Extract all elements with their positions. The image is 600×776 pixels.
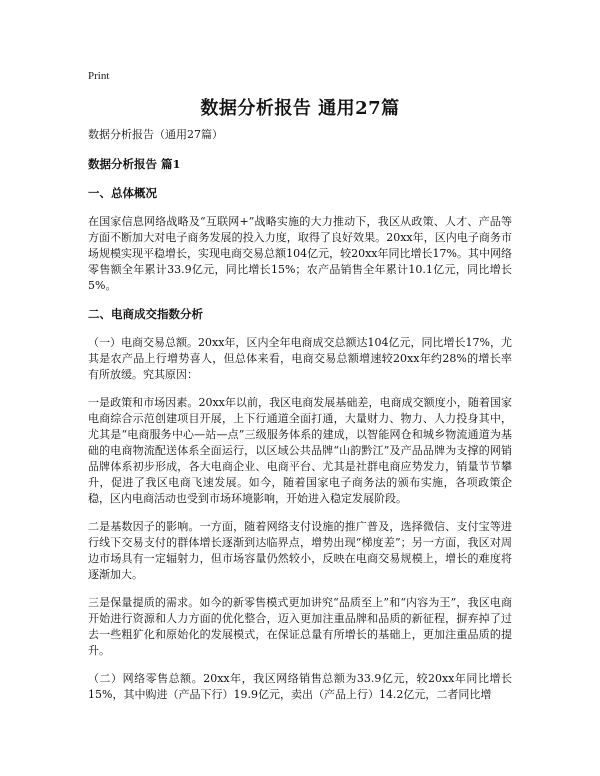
paragraph: 二是基数因子的影响。一方面，随着网络支付设施的推广普及，选择微信、支付宝等进行线下交易支付的群体增长逐渐到达临界点，增势出现“梯度差”；另一方面，我区对周边市场具有一定辐射力，但市场容量仍然较小，反映在电商交易规模上，增长的难度将逐渐加大。 (88, 520, 512, 581)
paragraph: （一）电商交易总额。20xx年，区内全年电商成交总额达104亿元，同比增长17%，尤其是农产品上行增势喜人，但总体来看，电商交易总额增速较20xx年约28%的增长率有所放缓。究其原因： (88, 336, 512, 381)
document-subtitle: 数据分析报告（通用27篇） (88, 128, 223, 141)
paragraph: 在国家信息网络战略及“互联网+”战略实施的大力推动下，我区从政策、人才、产品等方面不断加大对电子商务发展的投入力度，取得了良好效果。20xx年，区内电子商务市场规模实现平稳增长，实现电商交易总额104亿元，较20xx年同比增长17%。其中网络零售额全年累计33.9亿元，同比增长15%；农产品销售全年累计10.1亿元，同比增长5%。 (88, 215, 512, 292)
section-heading-overview: 一、总体概况 (88, 186, 157, 200)
paragraph: （二）网络零售总额。20xx年，我区网络销售总额为33.9亿元，较20xx年同比增长15%，其中购进（产品下行）19.9亿元，卖出（产品上行）14.2亿元，二者同比增 (88, 672, 512, 701)
paragraph: 一是政策和市场因素。20xx年以前，我区电商发展基础差，电商成交额度小，随着国家电商综合示范创建项目开展，上下行通道全面打通，大量财力、物力、人力投身其中，尤其是“电商服务中心—站—点”三级服务体系的建成，以智能网仓和城乡物流通道为基础的电商物流配送体系全面运行，以区域公共品牌“山韵黔江”及产品品牌为支撑的网销品牌体系初步形成，各大电商企业、电商平台、尤其是社群电商应势发力，销量节节攀升，促进了我区电商飞速发展。如今，随着国家电子商务法的颁布实施，各项政策企稳，区内电商活动也受到市场环境影响，开始进入稳定发展阶段。 (88, 396, 512, 505)
paragraph: 三是保量提质的需求。如今的新零售模式更加讲究“品质至上”和“内容为王”，我区电商开始进行资源和人力方面的优化整合，迈入更加注重品牌和品质的新征程，摒弃掉了过去一些粗犷化和原始化的发展模式，在保证总量有所增长的基础上，更加注重品质的提升。 (88, 596, 512, 657)
part-heading: 数据分析报告 篇1 (88, 157, 181, 171)
print-link[interactable]: Print (88, 70, 110, 82)
section-heading-index-analysis: 二、电商成交指数分析 (88, 307, 203, 321)
document-body (88, 127, 512, 715)
page-title: 数据分析报告 通用27篇 (200, 98, 400, 119)
